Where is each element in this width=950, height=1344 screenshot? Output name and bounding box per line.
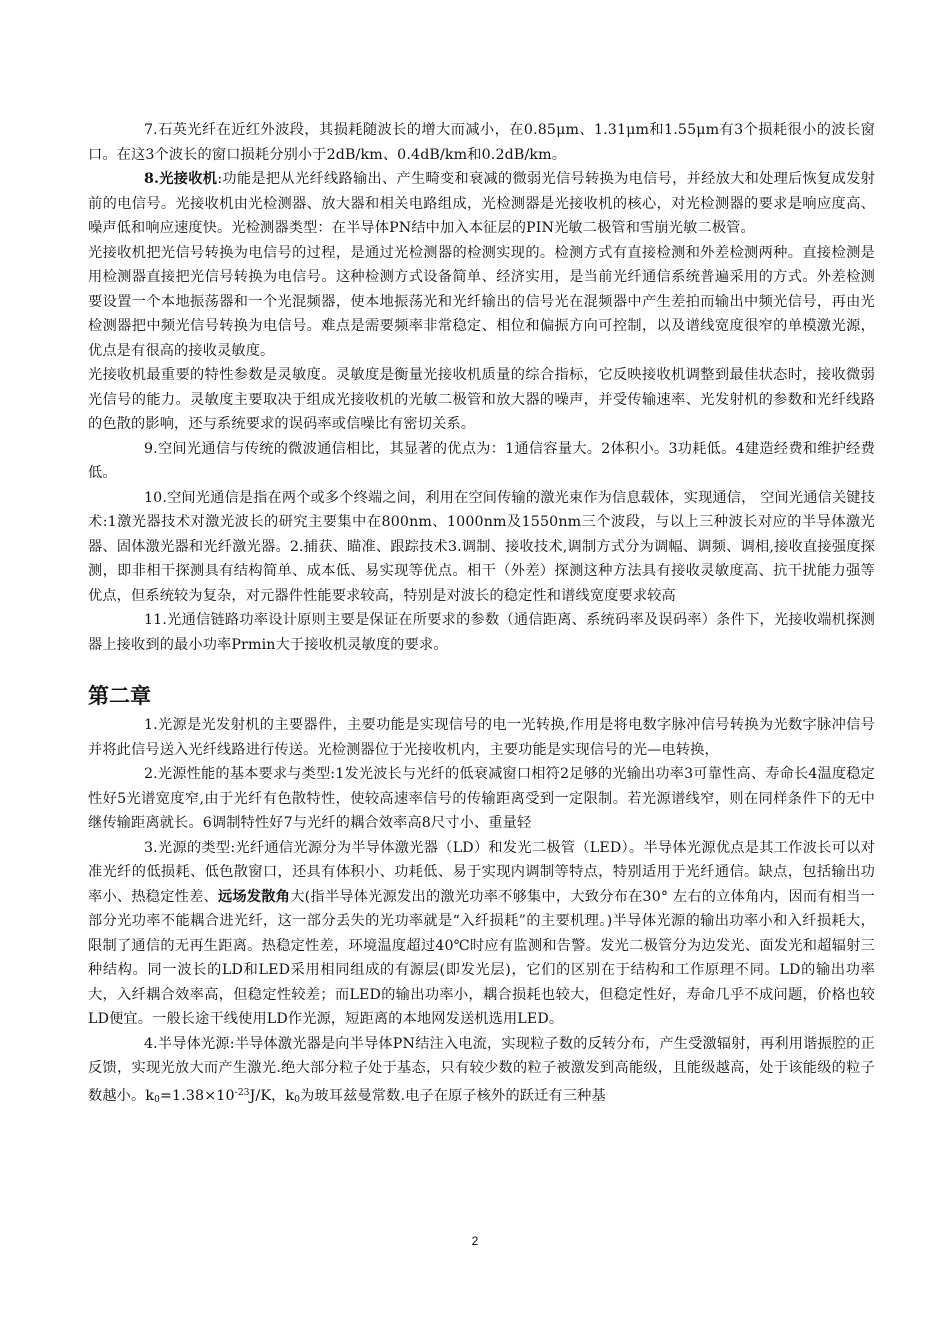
chapter2-paragraph-4-part-b: =1.38×10 [160, 1087, 235, 1104]
paragraph-8-detection: 光接收机把光信号转换为电信号的过程，是通过光检测器的检测实现的。检测方式有直接检测和外差检测两种。直接检测是用检测器直接把光信号转换为电信号。这种检测方式设备简单、经济实用，是当前光纤通信系统普遍采用的方式。外差检测要设置一个本地振荡器和一个光混频器，使本地振荡光和光纤输出的信号光在混频器中产生差拍而输出中频光信号，再由光检测器把中频光信号转换为电信号。难点是需要频率非常稳定、相位和偏振方向可控制，以及谱线宽度很窄的单模激光源，优点是有很高的接收灵敏度。 [88, 244, 875, 359]
far-field-divergence-keyword: 远场发散角 [217, 888, 291, 905]
subscript-zero-2: 0 [294, 1094, 301, 1105]
chapter2-paragraph-3-part-a: 3.光源的类型:光纤通信光源分为半导体激光器（LD）和发光二极管（LED）。半导体光源优点是其工作波长可以对准光纤的低损耗、低色散窗口，还具有体积小、功耗低、易于实现内调制等特点，特别适用于光纤通信。缺点，包括输出功率小、热稳定性差、 [88, 839, 875, 905]
document-body [88, 118, 875, 1112]
paragraph-7: 7.石英光纤在近红外波段，其损耗随波长的增大而减小，在0.85μm、1.31μm和1.55μm有3个损耗很小的波长窗口。在这3个波长的窗口损耗分别小于2dB/km、0.4dB/km和0.2dB/km。 [88, 122, 875, 163]
chapter-heading: 第二章 [88, 684, 151, 708]
chapter2-paragraph-3-part-b: 大(指半导体光源发出的激光功率不够集中，大致分布在30° 左右的立体角内，因而有相当一部分光功率不能耦合进光纤，这一部分丢失的光功率就是“入纤损耗”的主要机理。)半导体光源的输出功率小和入纤损耗大，限制了通信的无再生距离。热稳定性差，环境温度超过40℃时应有监测和告警。发光二极管分为边发光、面发光和超辐射三种结构。同一波长的LD和LED采用相同组成的有源层(即发光层)，它们的区别在于结构和工作原理不同。LD的输出功率大，入纤耦合效率高，但稳定性较差；而LED的输出功率小，耦合损耗也较大，但稳定性好，寿命几乎不成问题，价格也较LD便宜。一般长途干线使用LD作光源，短距离的本地网发送机选用LED。 [88, 888, 875, 1027]
paragraph-10: 10.空间光通信是指在两个或多个终端之间，利用在空间传输的激光束作为信息载体，实现通信， 空间光通信关键技术:1激光器技术对激光波长的研究主要集中在800nm、1000nm及1550nm三个波段，与以上三种波长对应的半导体激光器、固体激光器和光纤激光器。2.捕获、瞄准、跟踪技术3.调制、接收技术,调制方式分为调幅、调频、调相,接收直接强度探测，即非相干探测具有结构简单、成本低、易实现等优点。相干（外差）探测这种方法具有接收灵敏度高、抗干扰能力强等优点，但系统较为复杂，对元器件性能要求较高，特别是对波长的稳定性和谱线宽度要求较高 [88, 489, 875, 604]
chapter2-paragraph-3 [88, 836, 875, 1032]
paragraph-8-label: 8.光接收机 [144, 171, 218, 187]
chapter2-paragraph-4-part-d: 为玻耳兹曼常数.电子在原子核外的跃迁有三种基 [300, 1087, 606, 1104]
chapter2-paragraph-4-part-c: J/K，k [249, 1087, 295, 1104]
subscript-zero: 0 [154, 1094, 160, 1105]
chapter2-paragraph-1: 1.光源是光发射机的主要器件，主要功能是实现信号的电一光转换,作用是将电数字脉冲信号转换为光数字脉冲信号并将此信号送入光纤线路进行传送。光检测器位于光接收机内，主要功能是实现信号的光—电转换， [88, 717, 875, 758]
paragraph-11: 11.光通信链路功率设计原则主要是保证在所要求的参数（通信距离、系统码率及误码率）条件下，光接收端机探测器上接收到的最小功率Prmin大于接收机灵敏度的要求。 [88, 612, 875, 653]
paragraph-8-sensitivity: 光接收机最重要的特性参数是灵敏度。灵敏度是衡量光接收机质量的综合指标，它反映接收机调整到最佳状态时，接收微弱光信号的能力。灵敏度主要取决于组成光接收机的光敏二极管和放大器的噪声，并受传输速率、光发射机的参数和光纤线路的色散的影响，还与系统要求的误码率或信噪比有密切关系。 [88, 367, 875, 432]
paragraph-8-text: :功能是把从光纤线路输出、产生畸变和衰减的微弱光信号转换为电信号，并经放大和处理后恢复成发射前的电信号。光接收机由光检测器、放大器和相关电路组成，光检测器是光接收机的核心，对光检测器的要求是响应度高、噪声低和响应速度快。光检测器类型：在半导体PN结中加入本征层的PIN光敏二极管和雪崩光敏二极管。 [88, 171, 875, 236]
page-number: 2 [471, 1234, 479, 1248]
chapter2-paragraph-4-part-a: 4.半导体光源:半导体激光器是向半导体PN结注入电流，实现粒子数的反转分布，产生受激辐射，再利用谐振腔的正反馈，实现光放大而产生激光.绝大部分粒子处于基态，只有较少数的粒子被激发到高能级，且能级越高，处于该能级的粒子数越小。k [88, 1035, 875, 1104]
chapter2-paragraph-2: 2.光源性能的基本要求与类型:1发光波长与光纤的低衰减窗口相符2足够的光输出功率3可靠性高、寿命长4温度稳定性好5光谱宽度窄,由于光纤有色散特性，使较高速率信号的传输距离受到一定限制。若光源谱线窄，则在同样条件下的无中继传输距离就长。6调制特性好7与光纤的耦合效率高8尺寸小、重量轻 [88, 766, 875, 831]
superscript-exponent: -23 [234, 1087, 250, 1098]
paragraph-9: 9.空间光通信与传统的微波通信相比，其显著的优点为：1通信容量大。2体积小。3功耗低。4建造经费和维护经费低。 [88, 440, 875, 481]
chapter2-paragraph-4 [88, 1032, 875, 1113]
paragraph-8 [88, 167, 875, 241]
